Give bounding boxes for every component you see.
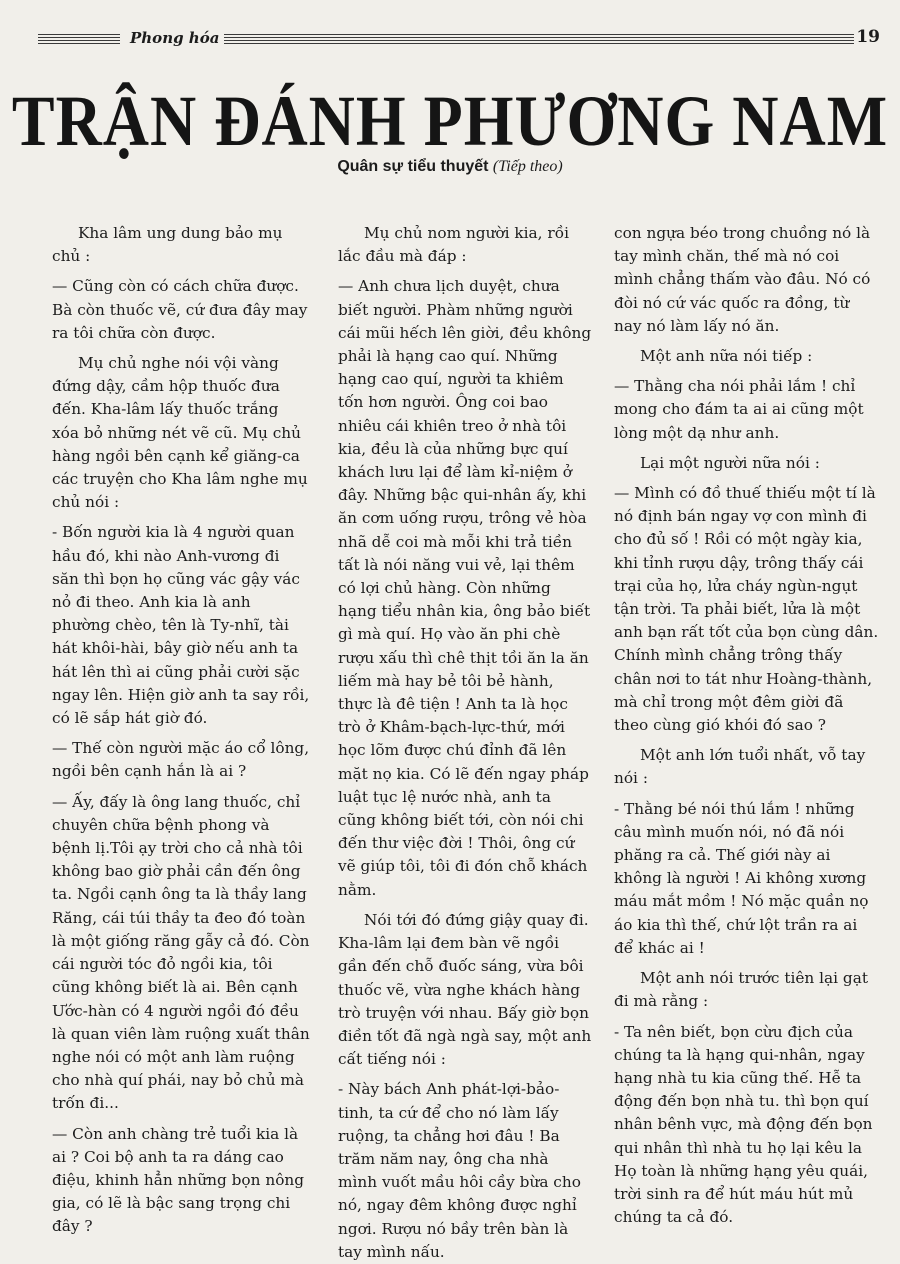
paragraph: — Ấy, đấy là ông lang thuốc, chỉ chuyên chữa bệnh phong và bệnh lị.Tôi ạy trời cho cả nhà tôi không bao giờ phải cần đến ông ta. Ngồi cạnh ông ta là thầy lang Răng, cái túi thầy ta đeo đó toàn là một giống răng gẫy cả đó. Còn cái người tóc đỏ ngồi kia, tôi cũng không biết là ai. Bên cạnh Ước-hàn có 4 người ngồi đó đều là quan viên làm ruộng xuất thân nghe nói có một anh làm ruộng cho nhà quí phái, nay bỏ chủ mà trốn đi...	[52, 792, 310, 1113]
text-column-3	[614, 222, 879, 1229]
paragraph: Nói tới đó đứng giậy quay đi. Kha-lâm lại đem bàn vẽ ngồi gần đến chỗ đuốc sáng, vừa bôi thuốc vẽ, vừa nghe khách hàng trò truyện với nhau. Bấy giờ bọn điền tốt đã ngà ngà say, một anh cất tiếng nói :	[338, 910, 592, 1069]
paragraph: - Bốn người kia là 4 người quan hầu đó, khi nào Anh-vương đi săn thì bọn họ cũng vác gậy vác nỏ đi theo. Anh kia là anh phường chèo, tên là Ty-nhĩ, tài hát khôi-hài, bây giờ nếu anh ta hát lên thì ai cũng phải cười sặc ngay lên. Hiện giờ anh ta say rồi, có lẽ sắp hát giờ đó.	[52, 523, 310, 728]
paragraph: - Ta nên biết, bọn cừu địch của chúng ta là hạng qui-nhân, ngay hạng nhà tu kia cũng thế. Hễ ta động đến bọn nhà tu. thì bọn quí nhân bênh vực, mà động đến bọn qui nhân thì nhà tu họ lại kêu la Họ toàn là những hạng yêu quái, trời sinh ra để hút máu hút mủ chúng ta cả đó.	[614, 1022, 873, 1227]
text-column-1	[52, 222, 310, 1239]
paragraph: — Mình có đồ thuế thiếu một tí là nó định bán ngay vợ con mình đi cho đủ số ! Rồi có một ngày kia, khi tỉnh rượu dậy, trông thấy cái trại của họ, lửa cháy ngùn-ngụt tận trời. Ta phải biết, lửa là một anh bạn rất tốt của bọn cùng dân. Chính mình chẳng trông thấy chân nơi to tát như Hoàng-thành, mà chỉ trong một đêm giời đã theo cùng gió khói đó sao ?	[614, 484, 879, 735]
paragraph: Một anh nói trước tiên lại gạt đi mà rằng :	[614, 969, 868, 1011]
page-header	[38, 26, 880, 56]
header-rule-left	[38, 34, 120, 46]
paragraph: - Thằng bé nói thú lắm ! những câu mình muốn nói, nó đã nói phăng ra cả. Thế giới này ai không là người ! Ai không xương máu mắt mồm ! Nó mặc quần nọ áo kia thì thế, chứ lột trần ra ai để khác ai !	[614, 799, 869, 957]
paragraph: Một anh nữa nói tiếp :	[640, 347, 813, 366]
paragraph: — Thằng cha nói phải lắm ! chỉ mong cho đám ta ai ai cũng một lòng một dạ như anh.	[614, 377, 864, 442]
paragraph: Kha lâm ung dung bảo mụ chủ :	[52, 224, 283, 266]
paragraph: — Cũng còn có cách chữa được. Bà còn thuốc vẽ, cứ đưa đây may ra tôi chữa còn được.	[52, 277, 308, 342]
paragraph: — Thế còn người mặc áo cổ lông, ngồi bên cạnh hắn là ai ?	[52, 739, 310, 781]
paragraph: Lại một người nữa nói :	[640, 453, 820, 472]
paragraph: — Còn anh chàng trẻ tuổi kia là ai ? Coi bộ anh ta ra dáng cao điệu, khinh hẳn những bọn nông gia, có lẽ là bậc sang trọng chi đây ?	[52, 1124, 305, 1236]
subtitle-main: Quân sự tiểu thuyết	[337, 158, 489, 175]
article-subtitle	[0, 158, 900, 176]
subtitle-continued: (Tiếp theo)	[492, 158, 563, 175]
magazine-name: Phong hóa	[130, 29, 220, 47]
header-rule-right	[224, 34, 854, 46]
paragraph: Một anh lớn tuổi nhất, vỗ tay nói :	[614, 746, 866, 788]
text-column-2	[338, 222, 592, 1264]
paragraph: - Này bách Anh phát-lợi-bảo-tinh, ta cứ để cho nó làm lấy ruộng, ta chẳng hơi đâu ! Ba trăm năm nay, ông cha nhà mình vuốt mầu hôi cầy bừa cho nó, ngay đêm không được nghỉ ngơi. Rượu nó bầy trên bàn là tay mình nấu.	[338, 1080, 581, 1261]
paragraph: Mụ chủ nghe nói vội vàng đứng dậy, cầm hộp thuốc đưa đến. Kha-lâm lấy thuốc trắng xóa bỏ những nét vẽ cũ. Mụ chủ hàng ngồi bên cạnh kể giăng-ca các truyện cho Kha lâm nghe mụ chủ nói :	[52, 354, 308, 512]
paragraph: — Anh chưa lịch duyệt, chưa biết người. Phàm những người cái mũi hếch lên giời, đều không phải là hạng cao quí. Những hạng cao quí, người ta khiêm tốn hơn người. Ông coi bao nhiêu cái khiên treo ở nhà tôi kia, đều là của những bực quí khách lưu lại để làm kỉ-niệm ở đây. Những bậc qui-nhân ấy, khi ăn cơm uống rượu, trông vẻ hòa nhã dễ coi mà mỗi khi trả tiền tất là nói năng vui vẻ, lại thêm có lợi chủ hàng. Còn những hạng tiểu nhân kia, ông bảo biết gì mà quí. Họ vào ăn phi chè rượu xấu thì chê thịt tồi ăn la ăn liếm mà hay bẻ tôi bẻ hành, thực là đê tiện ! Anh ta là học trò ở Khâm-bạch-lực-thứ, mới học lõm được chú đỉnh đã lên mặt nọ kia. Có lẽ đến ngay pháp luật tục lệ nước nhà, anh ta cũng không biết tới, còn nói chi đến thư việc đời ! Thôi, ông cứ vẽ giúp tôi, tôi đi đón chỗ khách nằm.	[338, 277, 592, 899]
article-title: TRẬN ĐÁNH PHƯƠNG NAM	[11, 81, 889, 161]
paragraph: con ngựa béo trong chuồng nó là tay mình chăn, thế mà nó coi mình chẳng thấm vào đâu. Nó có đòi nó cứ vác quốc ra đồng, từ nay nó làm lấy nó ăn.	[614, 224, 871, 335]
page-number: 19	[856, 27, 880, 47]
paragraph: Mụ chủ nom người kia, rồi lắc đầu mà đáp :	[338, 224, 569, 266]
